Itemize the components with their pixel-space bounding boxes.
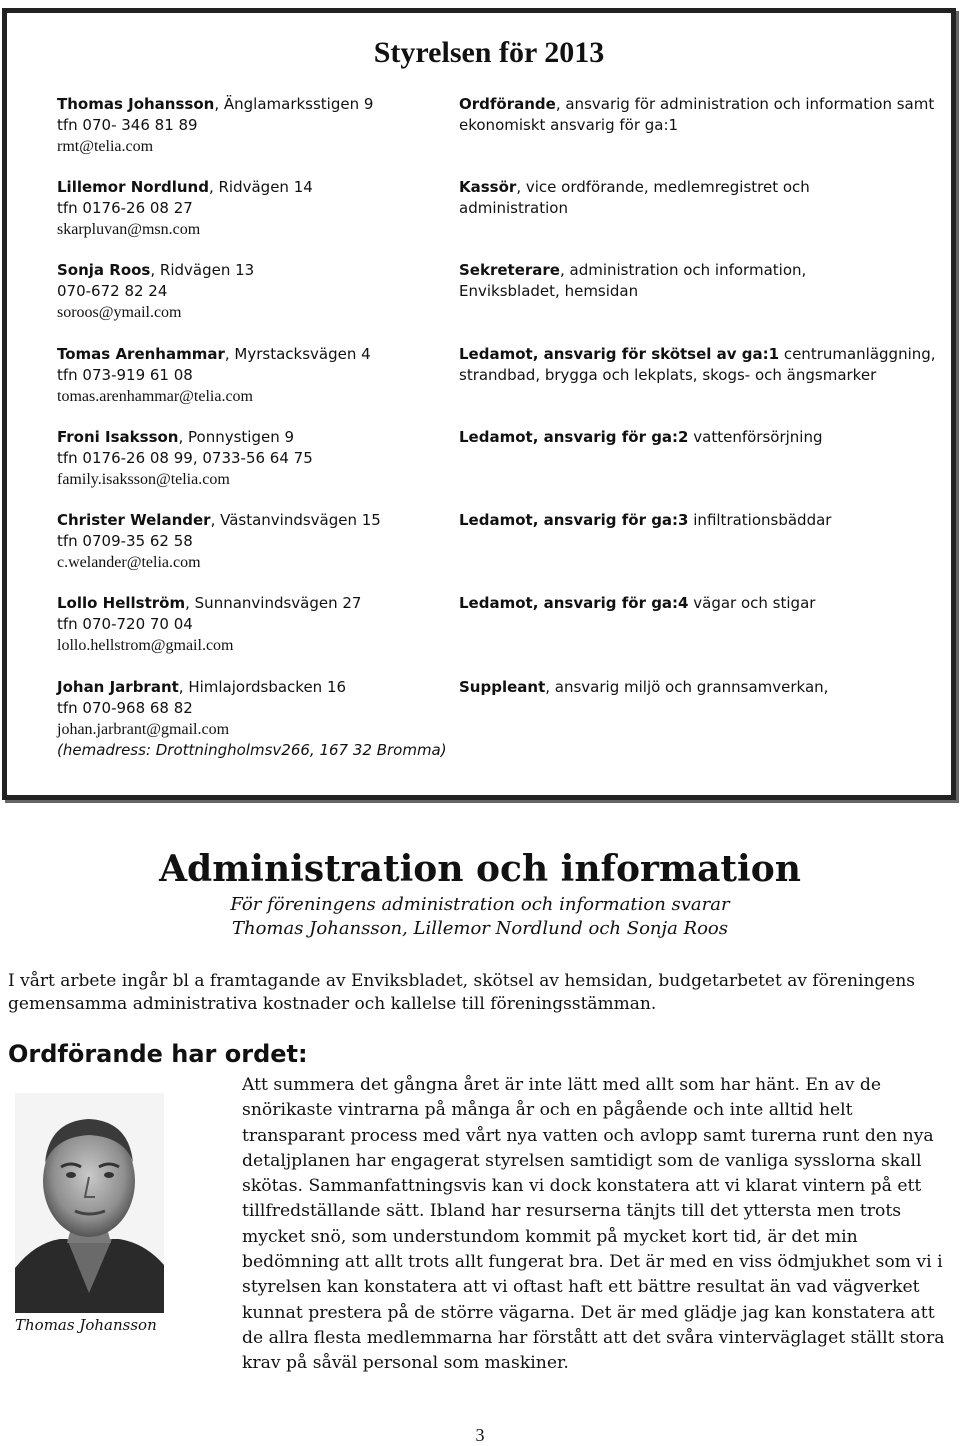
member-contact xyxy=(57,427,457,490)
member-name: Sonja Roos xyxy=(57,261,151,279)
photo-caption: Thomas Johansson xyxy=(15,1316,157,1334)
member-contact xyxy=(57,177,457,240)
admin-subtitle-line1: För föreningens administration och information svarar xyxy=(230,894,730,915)
member-name: Froni Isaksson xyxy=(57,428,179,446)
member-address: , Ridvägen 14 xyxy=(208,178,313,196)
role-duties: centrumanläggning, strandbad, brygga och lekplats, skogs- och ängsmarker xyxy=(459,345,936,384)
role-duties: vattenförsörjning xyxy=(688,428,823,446)
member-name: Lillemor Nordlund xyxy=(57,178,209,196)
member-email: c.welander@telia.com xyxy=(57,554,201,571)
member-address: , Ponnystigen 9 xyxy=(178,428,295,446)
admin-heading: Administration och information xyxy=(159,848,801,890)
member-name: Thomas Johansson xyxy=(57,95,215,113)
member-phone: tfn 070-968 68 82 xyxy=(57,699,193,717)
member-contact xyxy=(57,510,457,573)
member-phone: 070-672 82 24 xyxy=(57,282,168,300)
role-title: Sekreterare xyxy=(459,261,560,279)
member-email: soroos@ymail.com xyxy=(57,304,182,321)
role-duties: , vice ordförande, medlemregistret och administration xyxy=(459,178,810,217)
role-title: Ledamot, ansvarig för ga:4 xyxy=(459,594,689,612)
member-contact xyxy=(57,344,457,407)
member-address: , Västanvindsvägen 15 xyxy=(210,511,381,529)
member-name: Tomas Arenhammar xyxy=(57,345,225,363)
admin-body: I vårt arbete ingår bl a framtagande av Enviksbladet, skötsel av hemsidan, budgetarbetet av föreningens gemensamma administrativa kostnader och kallelse till föreningsstämman. xyxy=(8,971,916,1014)
chair-heading: Ordförande har ordet: xyxy=(8,1040,308,1068)
member-email: lollo.hellstrom@gmail.com xyxy=(57,637,234,654)
page-number: 3 xyxy=(475,1425,485,1445)
role-title: Ledamot, ansvarig för ga:3 xyxy=(459,511,689,529)
role-title: Ledamot, ansvarig för skötsel av ga:1 xyxy=(459,345,780,363)
member-address: , Himlajordsbacken 16 xyxy=(178,678,347,696)
member-name: Christer Welander xyxy=(57,511,211,529)
member-contact xyxy=(57,593,457,656)
member-name: Lollo Hellström xyxy=(57,594,186,612)
admin-subtitle-line2: Thomas Johansson, Lillemor Nordlund och Sonja Roos xyxy=(231,918,728,939)
role-title: Suppleant xyxy=(459,678,546,696)
role-title: Kassör xyxy=(459,178,517,196)
member-contact xyxy=(57,677,457,761)
member-role xyxy=(459,677,939,698)
role-duties: vägar och stigar xyxy=(688,594,816,612)
board-title: Styrelsen för 2013 xyxy=(373,36,605,69)
member-role xyxy=(459,427,939,448)
member-email: family.isaksson@telia.com xyxy=(57,471,230,488)
member-email: skarpluvan@msn.com xyxy=(57,221,201,238)
member-role xyxy=(459,344,944,386)
role-duties: , administration och information, Enviksbladet, hemsidan xyxy=(459,261,807,300)
member-address: , Sunnanvindsvägen 27 xyxy=(185,594,362,612)
member-phone: tfn 0709-35 62 58 xyxy=(57,532,193,550)
member-address: , Ridvägen 13 xyxy=(150,261,255,279)
member-home-address-note: (hemadress: Drottningholmsv266, 167 32 Bromma) xyxy=(57,741,447,759)
member-phone: tfn 073-919 61 08 xyxy=(57,366,193,384)
member-address: , Änglamarksstigen 9 xyxy=(214,95,374,113)
member-email: tomas.arenhammar@telia.com xyxy=(57,388,253,405)
chair-body: Att summera det gångna året är inte lätt med allt som har hänt. En av de snörikaste vintrarna på många år och en pågående och inte alltid helt transparant process med vårt nya vatten och avlopp samt turerna runt den nya detaljplanen har engagerat styrelsen samtidigt som de vanliga sysslorna skall skötas. Sammanfattningsvis kan vi dock konstatera att vi klarat vintern på ett tillfredställande sätt. Ibland har resurserna tänjts till det yttersta men trots mycket snö, som understundom kommit på mycket kort tid, är det min bedömning att allt trots allt fungerat bra. Det är med en viss ödmjukhet som vi i styrelsen kan konstatera att vi oftast haft ett bättre resultat än vad vägverket kunnat prestera på de större vägarna. Det är med glädje jag kan konstatera att de allra flesta medlemmarna har förstått att det svåra vinterväglaget ställt stora krav på såväl personal som maskiner. xyxy=(242,1075,945,1374)
role-title: Ordförande xyxy=(459,95,556,113)
member-phone: tfn 070- 346 81 89 xyxy=(57,116,198,134)
role-duties: , ansvarig miljö och grannsamverkan, xyxy=(545,678,829,696)
role-duties: , ansvarig för administration och information samt ekonomiskt ansvarig för ga:1 xyxy=(459,95,935,134)
member-email: rmt@telia.com xyxy=(57,138,154,155)
member-address: , Myrstacksvägen 4 xyxy=(224,345,371,363)
member-role xyxy=(459,510,939,531)
role-duties: infiltrationsbäddar xyxy=(688,511,832,529)
member-name: Johan Jarbrant xyxy=(57,678,179,696)
member-role xyxy=(459,177,859,219)
member-email: johan.jarbrant@gmail.com xyxy=(57,721,230,738)
member-phone: tfn 0176-26 08 27 xyxy=(57,199,193,217)
member-contact xyxy=(57,260,457,323)
member-contact xyxy=(57,94,457,157)
member-role xyxy=(459,94,939,136)
member-role xyxy=(459,593,939,614)
member-phone: tfn 0176-26 08 99, 0733-56 64 75 xyxy=(57,449,313,467)
role-title: Ledamot, ansvarig för ga:2 xyxy=(459,428,689,446)
member-role xyxy=(459,260,839,302)
member-phone: tfn 070-720 70 04 xyxy=(57,615,193,633)
chairman-photo xyxy=(15,1093,164,1313)
